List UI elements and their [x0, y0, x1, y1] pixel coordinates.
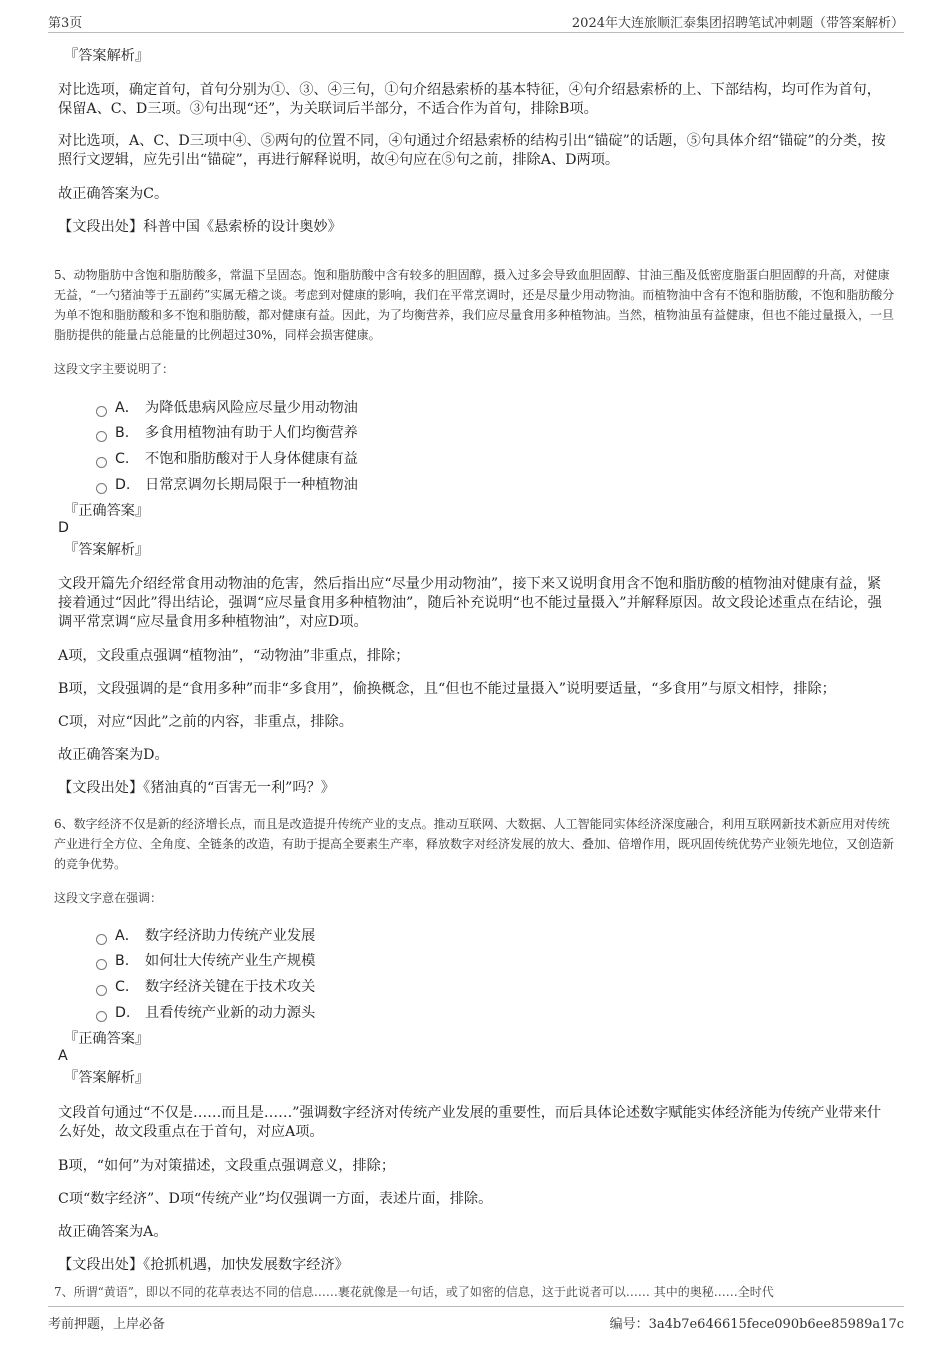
- question-7-cutoff-text: [54, 1285, 896, 1302]
- option-key: A．: [115, 928, 139, 944]
- option-text: 数字经济关键在于技术攻关: [145, 979, 316, 995]
- question-7-cutoff: 7、所谓“黄语”，即以不同的花草表达不同的信息……裹花就像是一句话，或了如密的信息，这于此说者可以…… 其中的奥秘……全时代: [54, 1285, 774, 1299]
- question-6-answer-heading: 『正确答案』: [64, 1031, 150, 1047]
- question-6-analysis-3: C项“数字经济”、D项“传统产业”均仅强调一方面，表述片面，排除。: [58, 1191, 493, 1207]
- page-footer: [48, 1306, 904, 1332]
- radio-icon[interactable]: [96, 406, 107, 417]
- option-text: 多食用植物油有助于人们均衡营养: [145, 425, 358, 441]
- page-number: 第3页: [48, 16, 83, 31]
- option-key: C.: [115, 451, 130, 467]
- question-6-analysis-4: 故正确答案为A。: [58, 1224, 168, 1240]
- question-6-analysis-1: 文段首句通过“不仅是……而且是……”强调数字经济对传统产业发展的重要性，而后具体论述数字赋能实体经济能为传统产业带来什么好处，故文段重点在于首句，对应A项。: [58, 1105, 882, 1140]
- option-text: 数字经济助力传统产业发展: [145, 928, 316, 944]
- option-text: 为降低患病风险应尽量少用动物油: [145, 400, 358, 416]
- question-6-option-c[interactable]: [96, 976, 315, 996]
- footer-slogan: 考前押题，上岸必备: [48, 1317, 166, 1332]
- question-5-option-a[interactable]: [96, 397, 358, 417]
- radio-icon[interactable]: [96, 1011, 107, 1022]
- question-6-option-a[interactable]: [96, 925, 315, 945]
- question-6-prompt: 这段文字意在强调：: [54, 891, 163, 905]
- option-key: C.: [115, 979, 130, 995]
- question-5-analysis-2: A项，文段重点强调“植物油”，“动物油”非重点，排除；: [58, 648, 410, 664]
- page-header: [48, 10, 904, 33]
- option-key: A．: [115, 400, 139, 416]
- question-6-answer: A: [58, 1048, 68, 1064]
- question-5-analysis-heading: 『答案解析』: [64, 542, 150, 558]
- question-6-analysis-2: B项，“如何”为对策描述，文段重点强调意义，排除；: [58, 1158, 396, 1174]
- question-5-option-b[interactable]: [96, 422, 358, 442]
- radio-icon[interactable]: [96, 985, 107, 996]
- radio-icon[interactable]: [96, 934, 107, 945]
- question-6-analysis-heading: 『答案解析』: [64, 1070, 150, 1086]
- prev-analysis-para-1: 对比选项，确定首句，首句分别为①、③、④三句，①句介绍悬索桥的基本特征，④句介绍悬索桥的上、下部结构，均可作为首句，保留A、C、D三项。③句出现“还”，为关联词后半部分，不适合作为首句，排除B项。: [58, 82, 881, 117]
- option-text: 日常烹调勿长期局限于一种植物油: [145, 477, 358, 493]
- option-key: B.: [115, 953, 130, 969]
- document-title: 2024年大连旅顺汇泰集团招聘笔试冲刺题（带答案解析）: [571, 16, 904, 31]
- option-text: 且看传统产业新的动力源头: [145, 1005, 316, 1021]
- radio-icon[interactable]: [96, 483, 107, 494]
- radio-icon[interactable]: [96, 959, 107, 970]
- option-text: 如何壮大传统产业生产规模: [145, 953, 316, 969]
- question-5-prompt: 这段文字主要说明了：: [54, 362, 175, 376]
- question-6-option-b[interactable]: [96, 950, 315, 970]
- option-text: 不饱和脂肪酸对于人身体健康有益: [145, 451, 358, 467]
- question-5-source: 【文段出处】《猪油真的“百害无一利”吗？》: [58, 780, 335, 796]
- question-5-option-c[interactable]: [96, 448, 358, 468]
- question-5-answer: D: [58, 520, 69, 536]
- radio-icon[interactable]: [96, 431, 107, 442]
- question-5-text: 5、动物脂肪中含饱和脂肪酸多，常温下呈固态。饱和脂肪酸中含有较多的胆固醇，摄入过多会导致血胆固醇、甘油三酯及低密度脂蛋白胆固醇的升高，对健康无益，“一勺猪油等于五副药”实属无稽之谈。考虑到对健康的影响，我们在平常烹调时，还是尽量少用动物油。而植物油中含有不饱和脂肪酸，不饱和脂肪酸分为单不饱和脂肪酸和多不饱和脂肪酸，都对健康有益。因此，为了均衡营养，我们应尽量食用多种植物油。当然，植物油虽有益健康，但也不能过量摄入，一旦脂肪提供的能量占总能量的比例超过30%，同样会损害健康。: [54, 268, 895, 342]
- question-6-option-d[interactable]: [96, 1002, 315, 1022]
- prev-source: 【文段出处】科普中国《悬索桥的设计奥妙》: [58, 219, 342, 235]
- question-5-analysis-5: 故正确答案为D。: [58, 747, 169, 763]
- prev-analysis-para-3: 故正确答案为C。: [58, 186, 169, 202]
- document-id: 编号：3a4b7e646615fece090b6ee85989a17c: [609, 1317, 904, 1332]
- prev-analysis-heading: 『答案解析』: [64, 48, 150, 64]
- question-5-analysis-3: B项，文段强调的是“食用多种”而非“多食用”，偷换概念，且“但也不能过量摄入”说明要适量，“多食用”与原文相悖，排除；: [58, 681, 836, 697]
- question-5-answer-heading: 『正确答案』: [64, 503, 150, 519]
- prev-analysis-para-2: 对比选项，A、C、D三项中④、⑤两句的位置不同，④句通过介绍悬索桥的结构引出“锚碇”的话题，⑤句具体介绍“锚碇”的分类，按照行文逻辑，应先引出“锚碇”，再进行解释说明，故④句应在⑤句之前，排除A、D两项。: [58, 133, 886, 168]
- option-key: D.: [115, 477, 131, 493]
- question-6-source: 【文段出处】《抢抓机遇，加快发展数字经济》: [58, 1257, 349, 1273]
- question-6-text: 6、数字经济不仅是新的经济增长点，而且是改造提升传统产业的支点。推动互联网、大数据、人工智能同实体经济深度融合，利用互联网新技术新应用对传统产业进行全方位、全角度、全链条的改造，有助于提高全要素生产率，释放数字对经济发展的放大、叠加、倍增作用，既巩固传统优势产业领先地位，又创造新的竞争优势。: [54, 817, 895, 871]
- question-5-analysis-1: 文段开篇先介绍经常食用动物油的危害，然后指出应“尽量少用动物油”，接下来又说明食用含不饱和脂肪酸的植物油对健康有益，紧接着通过“因此”得出结论，强调“应尽量食用多种植物油”，随后补充说明“也不能过量摄入”并解释原因。故文段论述重点在结论，强调平常烹调“应尽量食用多种植物油”，对应D项。: [58, 576, 882, 630]
- question-5-analysis-4: C项，对应“因此”之前的内容，非重点，排除。: [58, 714, 353, 730]
- radio-icon[interactable]: [96, 457, 107, 468]
- question-5-option-d[interactable]: [96, 474, 358, 494]
- option-key: B.: [115, 425, 130, 441]
- option-key: D.: [115, 1005, 131, 1021]
